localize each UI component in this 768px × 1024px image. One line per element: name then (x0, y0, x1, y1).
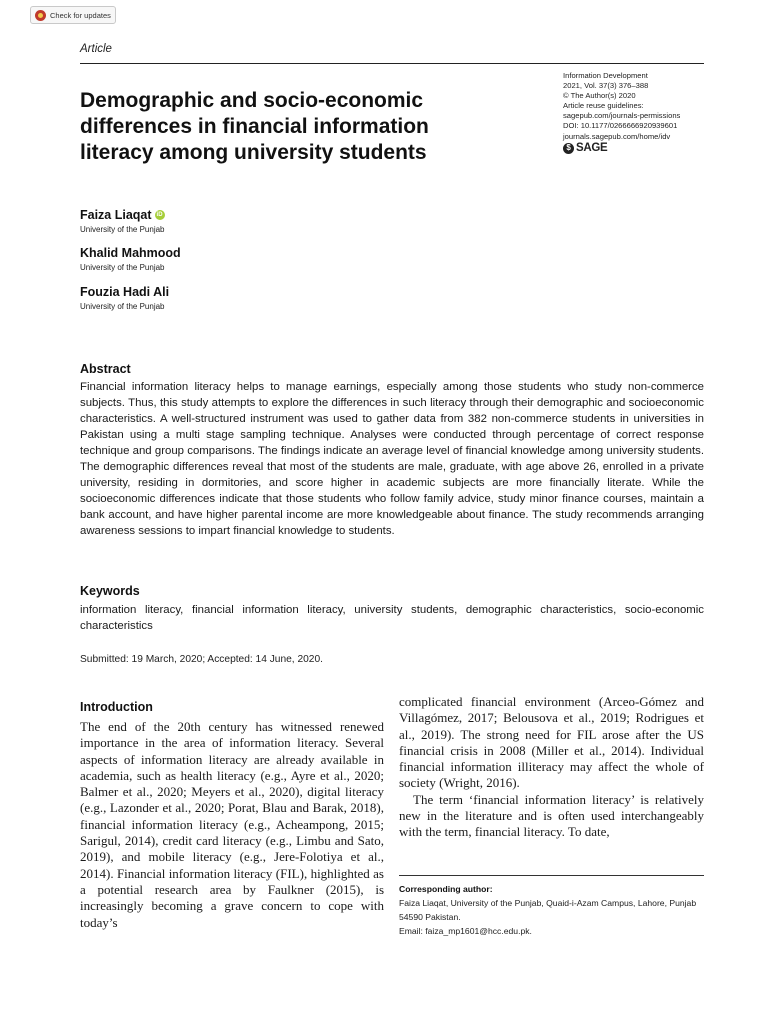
intro-paragraph-2: complicated financial environment (Arceo-Gómez and Villagómez, 2017; Belousova et al., 2019; Rodrigues et al., 2019). The strong need for FIL arose after the US financial crisis in 2008 (Miller et al., 2014). Individual financial information illiteracy may affect the whole of society (Wright, 2016). (399, 694, 704, 791)
doi[interactable]: DOI: 10.1177/0266666920939601 (563, 121, 678, 131)
journal-name: Information Development (563, 71, 648, 80)
author-2 (80, 246, 181, 272)
reuse-link[interactable]: sagepub.com/journals-permissions (563, 111, 681, 121)
reuse-label: Article reuse guidelines: (563, 101, 644, 111)
author-name: Faiza Liaqat (80, 208, 152, 222)
right-column (399, 694, 704, 841)
abstract-heading: Abstract (80, 362, 131, 376)
journal-meta (563, 71, 753, 154)
header-rule (80, 63, 704, 64)
keywords-text: information literacy, financial information literacy, university students, demographic characteristics, socio-economic characteristics (80, 604, 704, 632)
article-type-label: Article (80, 43, 112, 55)
abstract-text: Financial information literacy helps to manage earnings, especially among those students who study non-commerce subjects. Thus, this study attempts to explore the differences in such literacy through their demographic and socioeconomic characteristics. A well-structured instrument was used to gather data from 382 non-commerce students in universities in Pakistan using a multi stage sampling technique. Analyses were conducted through percentage of correct response technique and group comparisons. The findings indicate an average level of financial knowledge among university students. The demographic differences reveal that most of the students are male, graduate, with age above 26, enrolled in a private university, residing in dormitories, and score higher in academic subjects are more financially literate. While the socioeconomic differences indicate that those students who follow family advice, study minor finance courses, maintain a bank account, and have higher parental income are more knowledgeable about finance. The study recommends arranging awareness sessions to impart financial knowledge to students. (80, 381, 704, 537)
keywords-heading: Keywords (80, 584, 140, 598)
check-for-updates-label: Check for updates (50, 10, 111, 20)
copyright: © The Author(s) 2020 (563, 91, 636, 101)
journal-issue: 2021, Vol. 37(3) 376–388 (563, 81, 649, 91)
left-column (80, 719, 384, 931)
author-name: Khalid Mahmood (80, 246, 181, 260)
intro-paragraph-1: The end of the 20th century has witnessed renewed importance in the area of information literacy. Several aspects of information literacy are already available in academia, such as health literacy (e.g., Ayre et al., 2020; Balmer et al., 2020; Meyers et al., 2020), digital literacy (e.g., Lazonder et al., 2020; Porat, Blau and Barak, 2018), financial information literacy (e.g., Acheampong, 2015; Sarigul, 2014), credit card literacy (e.g., Limbu and Sato, 2019), and mobile literacy (e.g., Jere-Folotiya et al., 2014). Financial information literacy (FIL), highlighted as a potential research area by Faulkner (2015), is increasingly becoming a grave concern to cope with today’s (80, 719, 384, 930)
author-1 (80, 208, 165, 234)
journal-home-link[interactable]: journals.sagepub.com/home/idv (563, 131, 671, 141)
crossmark-icon (35, 10, 46, 21)
check-for-updates-badge[interactable] (30, 6, 116, 24)
sage-mark-icon: $ (563, 143, 574, 154)
author-affiliation: University of the Punjab (80, 263, 165, 272)
orcid-icon[interactable]: iD (156, 212, 163, 218)
author-name: Fouzia Hadi Ali (80, 285, 170, 299)
submission-dates: Submitted: 19 March, 2020; Accepted: 14 June, 2020. (80, 654, 323, 665)
sage-logo (563, 143, 753, 154)
footnote-rule (399, 875, 704, 876)
author-affiliation: University of the Punjab (80, 225, 165, 234)
introduction-heading: Introduction (80, 700, 153, 714)
corresponding-author-note (399, 882, 704, 938)
corresponding-email[interactable]: Email: faiza_mp1601@hcc.edu.pk. (399, 926, 532, 936)
intro-paragraph-3: The term ‘financial information literacy’ is relatively new in the literature and is often used interchangeably with the term, financial literacy. To date, (399, 791, 704, 840)
corresponding-heading: Corresponding author: (399, 884, 493, 894)
publisher-name: SAGE (576, 142, 608, 155)
corresponding-address: Faiza Liaqat, University of the Punjab, Quaid-i-Azam Campus, Lahore, Punjab 54590 Pakistan. (399, 898, 697, 922)
paper-title: Demographic and socio-economic differences in financial information literacy among university students (80, 89, 429, 164)
author-3 (80, 285, 169, 311)
author-affiliation: University of the Punjab (80, 302, 165, 311)
